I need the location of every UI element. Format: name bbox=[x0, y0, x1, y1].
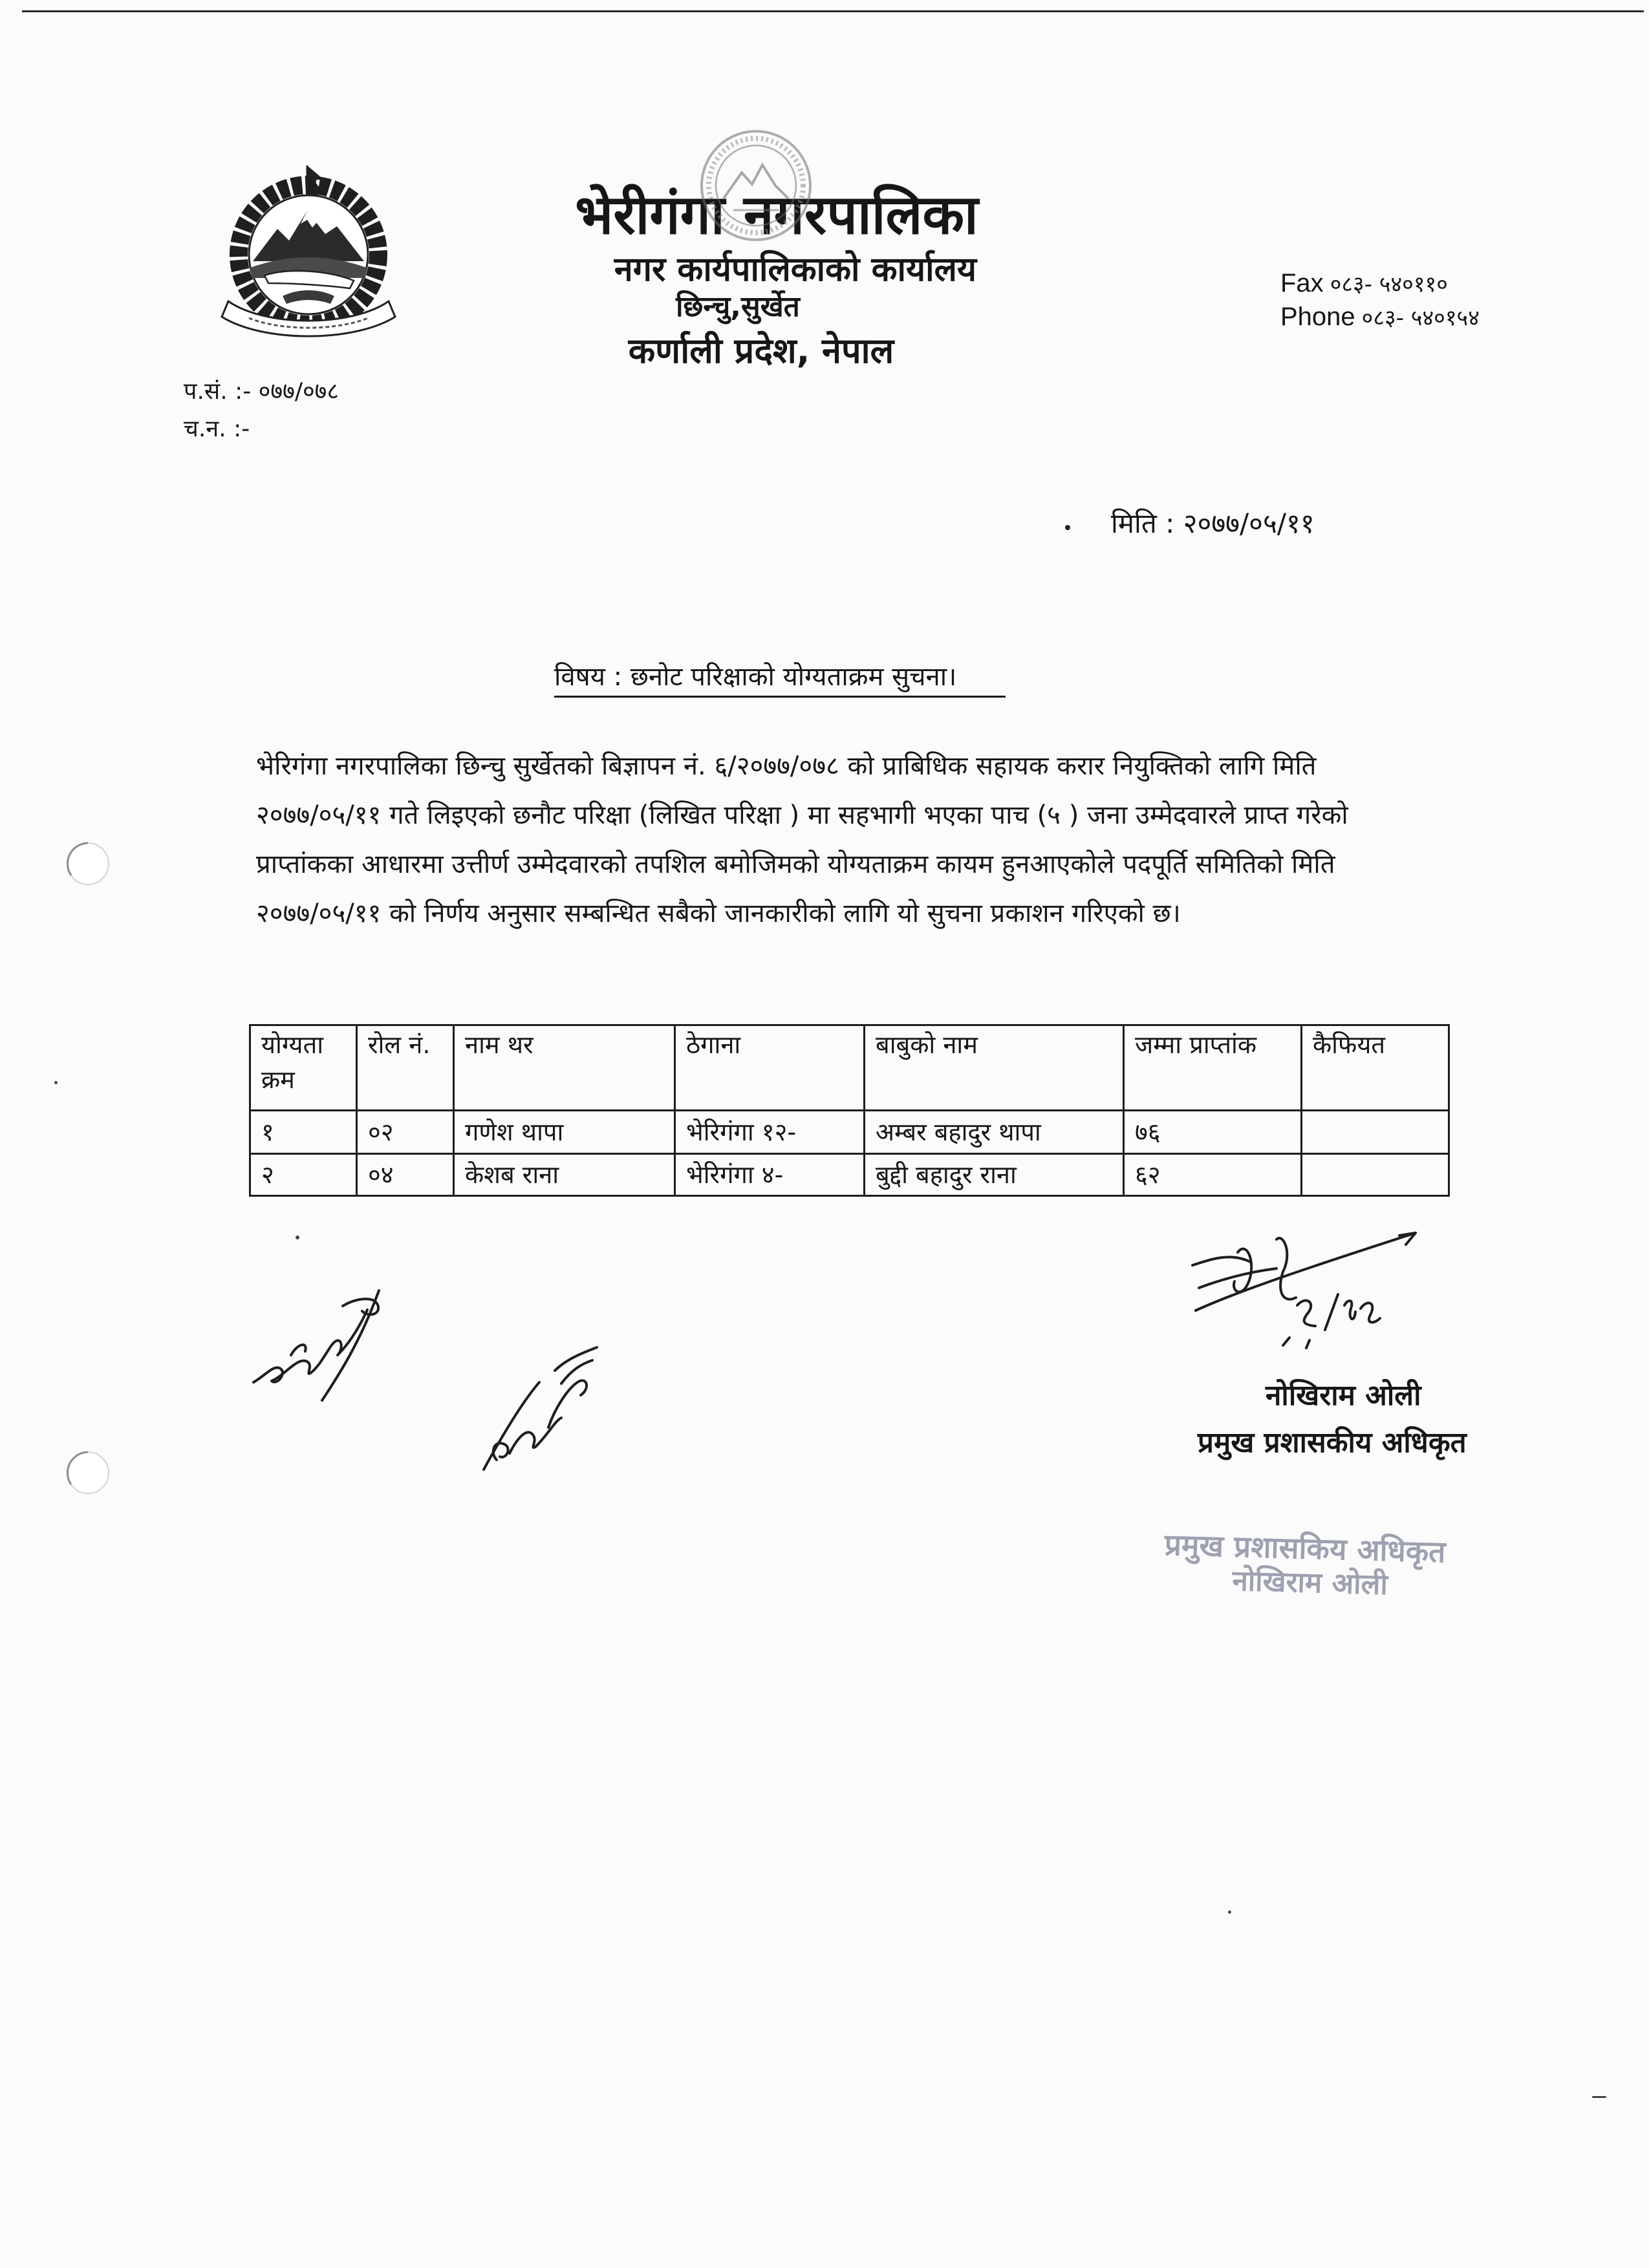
table-row bbox=[250, 1154, 1449, 1196]
letterhead-title: भेरीगंगा नगरपालिका bbox=[575, 183, 978, 246]
cell-roll-number: ०२ bbox=[357, 1111, 454, 1154]
letterhead-subtitle: नगर कार्यपालिकाको कार्यालय bbox=[614, 250, 977, 289]
body-line: प्राप्तांकका आधारमा उत्तीर्ण उम्मेदवारको तपशिल बमोजिमको योग्यताक्रम कायम हुनआएकोले पदपूर्ति समितिको मिति bbox=[256, 850, 1335, 879]
cell-roll-number: ०४ bbox=[357, 1154, 454, 1196]
scan-speck bbox=[296, 1236, 299, 1239]
cell-total-marks: ७६ bbox=[1124, 1111, 1302, 1154]
phone-label: Phone bbox=[1280, 303, 1355, 331]
hole-punch bbox=[62, 1447, 114, 1499]
header-rank: योग्यता क्रम bbox=[250, 1025, 357, 1111]
header-name: नाम थर bbox=[454, 1025, 675, 1111]
fax-line bbox=[1280, 268, 1448, 300]
merit-list-table bbox=[249, 1024, 1450, 1197]
letter-date: मिति : २०७७/०५/११ bbox=[1111, 508, 1315, 539]
cell-remarks bbox=[1302, 1111, 1449, 1154]
cell-address: भेरिगंगा ४- bbox=[675, 1154, 865, 1196]
scan-speck bbox=[1592, 2096, 1606, 2098]
phone-line bbox=[1280, 301, 1480, 334]
official-stamp bbox=[1163, 1526, 1514, 1613]
top-border-line bbox=[22, 10, 1644, 12]
header-roll-number: रोल नं. bbox=[357, 1025, 454, 1111]
fax-number: ०८३- ५४०११० bbox=[1330, 272, 1448, 297]
header-total-marks: जम्मा प्राप्तांक bbox=[1124, 1025, 1302, 1111]
table-header-row bbox=[250, 1025, 1449, 1111]
dispatch-number: च.न. :- bbox=[184, 416, 250, 442]
letterhead-location: छिन्चु,सुर्खेत bbox=[676, 290, 800, 323]
cell-remarks bbox=[1302, 1154, 1449, 1196]
signatory-name: नोखिराम ओली bbox=[1266, 1379, 1421, 1412]
body-line: २०७७/०५/११ गते लिइएको छनौट परिक्षा (लिखित परिक्षा ) मा सहभागी भएका पाच (५ ) जना उम्मेदवारले प्राप्त गरेको bbox=[256, 800, 1348, 830]
fax-label: Fax bbox=[1280, 269, 1324, 297]
cell-total-marks: ६२ bbox=[1124, 1154, 1302, 1196]
phone-number: ०८३- ५४०१५४ bbox=[1361, 305, 1480, 331]
reference-number: प.सं. :- ०७७/०७८ bbox=[184, 378, 339, 405]
scan-speck bbox=[54, 1081, 58, 1084]
subject-line: विषय : छनोट परिक्षाको योग्यताक्रम सुचना। bbox=[554, 659, 1006, 698]
signature-right bbox=[1186, 1226, 1419, 1362]
signatory-designation: प्रमुख प्रशासकीय अधिकृत bbox=[1198, 1426, 1467, 1459]
header-father-name: बाबुको नाम bbox=[865, 1025, 1124, 1111]
letterhead-province: कर्णाली प्रदेश, नेपाल bbox=[628, 330, 894, 371]
cell-rank: २ bbox=[250, 1154, 357, 1196]
table-row bbox=[250, 1111, 1449, 1154]
stamp-line: प्रमुख प्रशासकिय अधिकृत bbox=[1164, 1526, 1447, 1570]
hole-punch bbox=[62, 838, 114, 890]
header-address: ठेगाना bbox=[675, 1025, 865, 1111]
signature-left-1 bbox=[246, 1279, 385, 1411]
cell-father-name: बुद्दी बहादुर राना bbox=[865, 1154, 1124, 1196]
cell-address: भेरिगंगा १२- bbox=[675, 1111, 865, 1154]
scan-speck bbox=[1228, 1910, 1231, 1914]
stamp-line: नोखिराम ओली bbox=[1231, 1564, 1388, 1601]
cell-rank: १ bbox=[250, 1111, 357, 1154]
cell-name: केशब राना bbox=[454, 1154, 675, 1196]
body-line: २०७७/०५/११ को निर्णय अनुसार सम्बन्धित सबैको जानकारीको लागि यो सुचना प्रकाशन गरिएको छ। bbox=[256, 899, 1181, 928]
cell-father-name: अम्बर बहादुर थापा bbox=[865, 1111, 1124, 1154]
body-paragraph bbox=[256, 742, 1485, 938]
cell-name: गणेश थापा bbox=[454, 1111, 675, 1154]
body-line: भेरिगंगा नगरपालिका छिन्चु सुर्खेतको बिज्ञापन नं. ६/२०७७/०७८ को प्राबिधिक सहायक करार नियुक्तिको लागि मिति bbox=[256, 751, 1317, 781]
signature-left-2 bbox=[477, 1331, 600, 1478]
nepal-emblem-icon bbox=[210, 163, 407, 344]
scan-speck bbox=[1065, 525, 1070, 530]
header-remarks: कैफियत bbox=[1302, 1025, 1449, 1111]
